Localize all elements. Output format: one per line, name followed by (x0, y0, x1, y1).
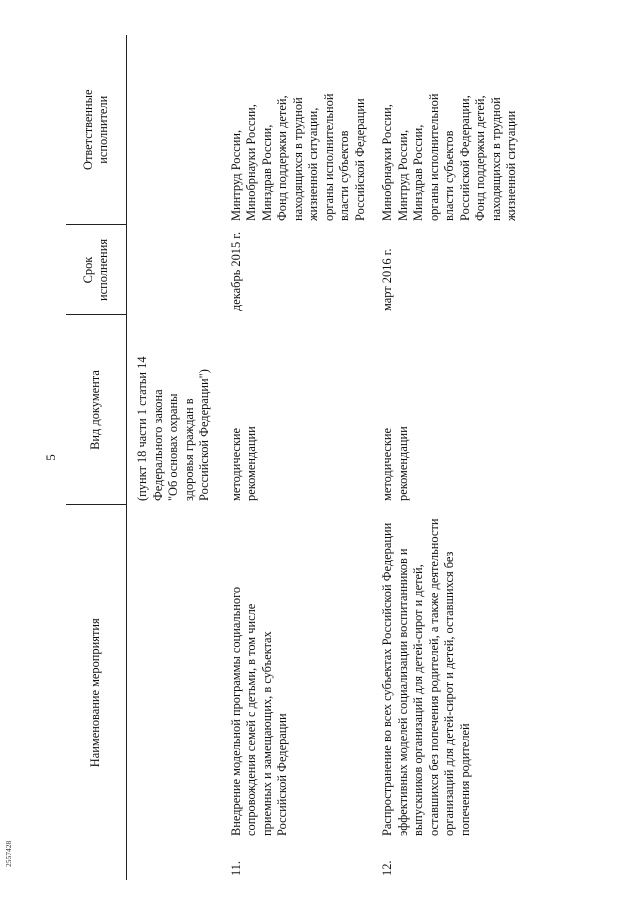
header-deadline: Срок исполнения (66, 225, 127, 315)
header-measure-name: Наименование мероприятия (66, 505, 127, 880)
row-doc-type: (пункт 18 части 1 статьи 14 Федерального закона "Об основах охраны здоровья граждан в Российской Федерации") (135, 356, 211, 501)
row-deadline (127, 225, 217, 315)
row-deadline: март 2016 г. (380, 248, 394, 311)
table-header-row (66, 35, 127, 880)
header-responsible: Ответственные исполнители (66, 35, 127, 225)
rotated-page-content (30, 35, 610, 880)
row-name-cell (127, 505, 217, 880)
table-row-12 (368, 35, 520, 880)
row-doc-type: методические рекомендации (380, 426, 410, 501)
row-number: 11. (228, 860, 243, 876)
header-document-type: Вид документа (66, 315, 127, 505)
row-responsible: Минобрнауки России, Минтруд России, Минздрав России, органы исполнительной власти субъектов Российской Федерации, Фонд поддержки детей, находящихся в трудной жизненной ситуации (380, 93, 518, 221)
row-name: Распространение во всех субъектах Российской Федерации эффективных моделей социализации воспитанников и выпускников организаций для детей-сирот и детей, оставшихся без попечения родителей, а также деятельности организаций для детей-сирот и детей, оставшихся без попечения родителей (380, 518, 472, 836)
row-name-cell (368, 505, 520, 880)
row-doc-type: методические рекомендации (228, 426, 258, 501)
row-responsible (127, 35, 217, 225)
row-number: 12. (380, 860, 394, 876)
row-name: Внедрение модельной программы социального сопровождения семей с детьми, в том числе приемных и замещающих, в субъектах Российской Федерации (228, 586, 289, 836)
page-number: 5 (43, 454, 58, 461)
row-name-cell (217, 505, 369, 880)
row-deadline: декабрь 2015 г. (228, 231, 243, 311)
document-id: 2557428 (4, 840, 13, 867)
table-row-continuation (127, 35, 217, 880)
measures-table (66, 35, 520, 880)
row-responsible: Минтруд России, Минобрнауки России, Минздрав России, Фонд поддержки детей, находящихся в трудной жизненной ситуации, органы исполнительной власти субъектов Российской Федерации (228, 93, 367, 221)
table-row-11 (217, 35, 369, 880)
